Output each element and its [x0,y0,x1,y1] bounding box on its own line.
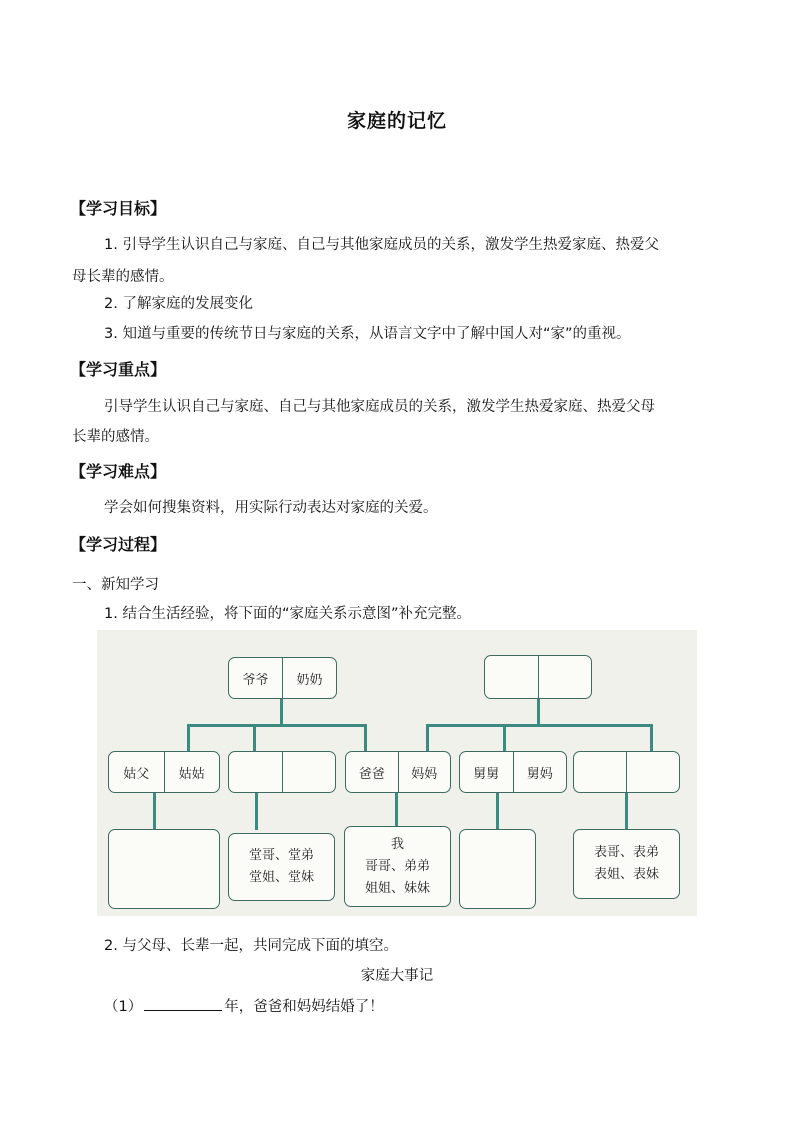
connector [395,790,398,828]
connector [537,698,540,727]
brothers-label: 哥哥、弟弟 [364,858,430,874]
paternal-cousins-box [228,833,335,901]
grandmother-label: 奶奶 [282,658,336,698]
connector [625,790,628,830]
event-1 [104,995,384,1016]
connector [255,790,258,830]
paternal-aunt-box [108,751,220,793]
cousin-line-1: 堂哥、堂弟 [248,848,314,863]
paternal-uncle-box[interactable] [228,751,336,793]
aunt-husband-label: 姑父 [123,766,150,782]
connector [153,790,156,830]
maternal-uncle-wife-label: 舅妈 [513,752,567,792]
events-title: 家庭大事记 [360,968,434,984]
connector [253,724,256,752]
connector [187,724,367,727]
cousin-line-2: 表姐、表妹 [593,867,659,882]
maternal-aunt-husband-blank[interactable] [574,752,626,792]
paternal-uncle-blank[interactable] [229,752,282,792]
goals-item-1-line-1: 1. 引导学生认识自己与家庭、自己与其他家庭成员的关系，激发学生热爱家庭、热爱父 [104,237,659,253]
event-1-year-blank[interactable] [144,996,222,1011]
father-label: 爸爸 [358,766,385,782]
connector [187,724,190,752]
page-title: 家庭的记忆 [346,110,447,132]
key-points-heading: 【学习重点】 [70,360,167,379]
cousin-line-1: 表哥、表弟 [593,845,659,860]
connector [426,724,429,752]
grandparents-paternal-box [228,657,337,699]
connector [650,724,653,752]
goals-item-2: 2. 了解家庭的发展变化 [104,296,253,312]
task-2: 2. 与父母、长辈一起，共同完成下面的填空。 [104,938,398,954]
maternal-cousins-box [573,829,680,899]
event-1-suffix: 年，爸爸和妈妈结婚了！ [224,999,384,1015]
task-1: 1. 结合生活经验，将下面的“家庭关系示意图”补充完整。 [104,606,471,622]
part-1-title: 一、新知学习 [72,577,159,593]
maternal-uncle-box [459,751,567,793]
key-points-line-2: 长辈的感情。 [72,429,159,445]
event-1-prefix: （1） [104,999,143,1015]
connector [496,790,499,830]
connector [426,724,653,727]
goals-item-1-line-2: 母长辈的感情。 [72,269,174,285]
me-and-siblings-box [344,826,451,907]
difficulties-heading: 【学习难点】 [70,462,167,481]
aunt-label: 姑姑 [164,752,220,792]
maternal-aunt-blank[interactable] [626,752,679,792]
goals-item-1 [72,229,732,261]
difficulties-text: 学会如何搜集资料，用实际行动表达对家庭的关爱。 [104,500,438,516]
paternal-uncle-wife-blank[interactable] [282,752,336,792]
parents-box [345,751,451,793]
me-label: 我 [390,836,404,852]
connector [364,724,367,752]
goals-item-3: 3. 知道与重要的传统节日与家庭的关系，从语言文字中了解中国人对“家”的重视。 [104,326,631,342]
maternal-aunt-box[interactable] [573,751,680,793]
maternal-grandmother-blank[interactable] [538,656,592,698]
key-points-line-1: 引导学生认识自己与家庭、自己与其他家庭成员的关系，激发学生热爱家庭、热爱父母 [104,399,655,415]
grandfather-label: 爷爷 [242,672,269,688]
connector [280,698,283,727]
mother-label: 妈妈 [398,752,451,792]
goals-heading: 【学习目标】 [70,199,167,218]
maternal-uncle-label: 舅舅 [473,766,500,782]
connector [503,724,506,752]
sisters-label: 姐姐、妹妹 [364,880,430,896]
process-heading: 【学习过程】 [70,535,167,554]
paternal-aunt-children-blank-box[interactable] [108,829,220,909]
maternal-uncle-children-blank-box[interactable] [459,829,536,909]
cousin-line-2: 堂姐、堂妹 [248,870,314,885]
grandparents-maternal-box[interactable] [484,655,592,699]
family-relationship-diagram [97,630,697,916]
maternal-grandfather-blank[interactable] [485,656,538,698]
